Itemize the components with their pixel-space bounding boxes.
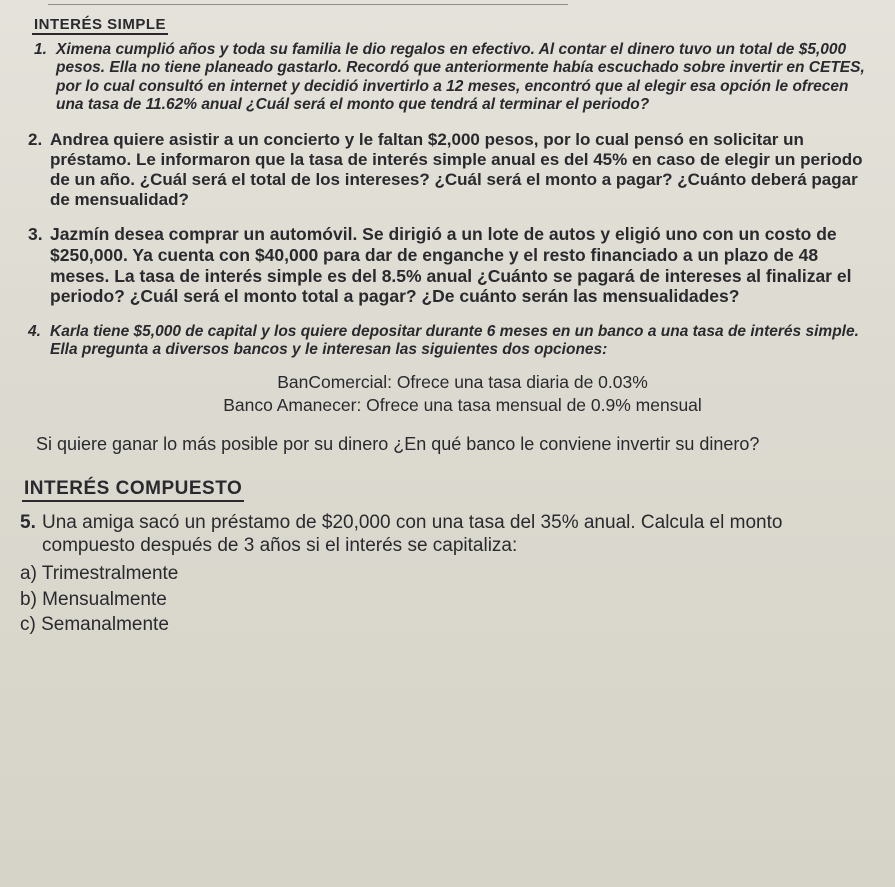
- problem-4-question: Si quiere ganar lo más posible por su dinero ¿En qué banco le conviene invertir su dinero?: [36, 433, 760, 454]
- problem-5: [20, 512, 875, 557]
- subitem-weekly: c) Semanalmente: [20, 614, 169, 636]
- problem-4-number: 4.: [28, 322, 41, 340]
- problem-3-text: Jazmín desea comprar un automóvil. Se dirigió a un lote de autos y eligió uno con un costo de $250,000. Ya cuenta con $40,000 para dar de enganche y el resto financiado a un plazo de 48 meses. La tasa de interés simple es del 8.5% anual ¿Cuánto se pagará de intereses al finalizar el periodo? ¿Cuál será el monto total a pagar? ¿De cuánto serán las mensualidades?: [50, 224, 852, 307]
- section-title-compound-interest: INTERÉS COMPUESTO: [22, 478, 244, 502]
- subitem-quarterly: a) Trimestralmente: [20, 563, 179, 585]
- bank-option-bancomercial: BanComercial: Ofrece una tasa diaria de 0.03%: [277, 372, 648, 393]
- problem-5-number: 5.: [20, 512, 36, 534]
- problem-4-text: Karla tiene $5,000 de capital y los quiere depositar durante 6 meses en un banco a una tasa de interés simple. Ella pregunta a diversos bancos y le interesan las siguientes dos opciones:: [50, 322, 859, 359]
- problem-1-number: 1.: [34, 41, 47, 58]
- problem-3-number: 3.: [28, 224, 43, 245]
- subitem-monthly: b) Mensualmente: [20, 588, 167, 610]
- problem-1-text: Ximena cumplió años y toda su familia le dio regalos en efectivo. Al contar el dinero tuvo un total de $5,000 pesos. Ella no tiene planeado gastarlo. Recordó que anteriormente había escuchado sobre invertir en CETES, por lo cual consultó en internet y decidió invertirlo a 12 meses, encontró que al elegir esa opción le ofrecen una tasa de 11.62% anual ¿Cuál será el monto que tendrá al terminar el periodo?: [56, 41, 865, 113]
- problem-2-number: 2.: [28, 130, 43, 150]
- problem-2-text: Andrea quiere asistir a un concierto y le faltan $2,000 pesos, por lo cual pensó en solicitar un préstamo. Le informaron que la tasa de interés simple anual es del 45% en caso de elegir un periodo de un año. ¿Cuál será el total de los intereses? ¿Cuál será el monto a pagar? ¿Cuánto deberá pagar de mensualidad?: [50, 130, 863, 210]
- problem-2: [28, 130, 875, 210]
- problem-1: [34, 41, 875, 114]
- top-divider: [48, 4, 568, 5]
- problem-5-subitems: [20, 561, 875, 638]
- bank-option-banco-amanecer: Banco Amanecer: Ofrece una tasa mensual de 0.9% mensual: [223, 395, 702, 416]
- problem-5-text: Una amiga sacó un préstamo de $20,000 con una tasa del 35% anual. Calcula el monto compuesto después de 3 años si el interés se capitaliza:: [42, 512, 783, 556]
- problem-4-bank-options: [50, 371, 875, 417]
- problem-4: [28, 323, 875, 360]
- problem-3: [28, 224, 875, 307]
- section-title-simple-interest: INTERÉS SIMPLE: [34, 16, 167, 33]
